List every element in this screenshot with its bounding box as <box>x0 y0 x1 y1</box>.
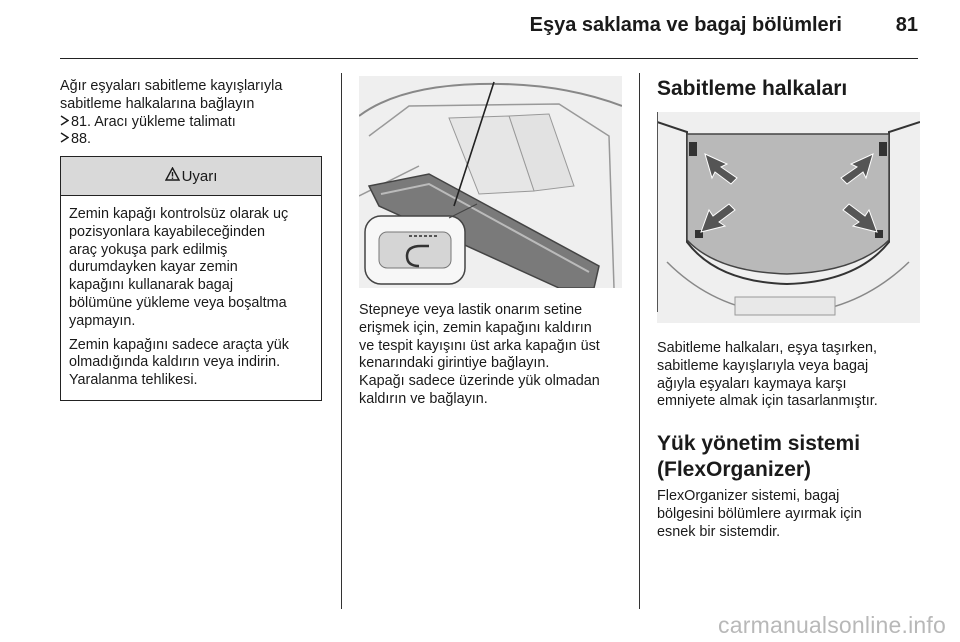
body-line: kenarındaki girintiye bağlayın. <box>359 355 550 372</box>
cross-reference-link[interactable] <box>60 131 330 149</box>
warning-line: bölümüne yükleme veya boşaltma <box>69 294 287 311</box>
warning-line: araç yokuşa park edilmiş <box>69 241 228 258</box>
body-line: sabitleme kayışlarıyla veya bagaj <box>657 357 869 374</box>
warning-title: Uyarı <box>181 167 218 185</box>
trunk-floor-cover-illustration <box>359 76 622 288</box>
trunk-lashing-eyes-drawing <box>657 112 920 323</box>
body-line: bölgesini bölümlere ayırmak için <box>657 505 862 522</box>
column-3-text-1 <box>657 340 927 411</box>
body-line: emniyete almak için tasarlanmıştır. <box>657 393 878 410</box>
body-line: kaldırın ve bağlayın. <box>359 390 488 407</box>
page-header-title: Eşya saklama ve bagaj bölümleri <box>529 14 842 36</box>
warning-body <box>61 196 321 400</box>
warning-line: yapmayın. <box>69 312 136 329</box>
warning-box <box>60 156 322 401</box>
body-line: Stepneye veya lastik onarım setine <box>359 302 583 318</box>
section-heading-flexorganizer <box>657 431 927 483</box>
warning-line: pozisyonlara kayabileceğinden <box>69 223 266 240</box>
warning-header <box>61 157 321 196</box>
trunk-floor-cover-drawing <box>359 76 622 288</box>
warning-paragraph <box>69 206 314 331</box>
site-watermark[interactable]: carmanualsonline.info <box>718 612 946 638</box>
body-line: ağıyla eşyaları kaymaya karşı <box>657 375 847 392</box>
body-line: Kapağı sadece üzerinde yük olmadan <box>359 373 600 390</box>
column-2-text <box>359 302 634 409</box>
warning-line: olmadığında kaldırın veya indirin. <box>69 354 281 371</box>
body-line: ve tespit kayışını üst arka kapağın üst <box>359 337 600 354</box>
heading-line: (FlexOrganizer) <box>657 458 812 481</box>
cross-reference-text: 81. Aracı yükleme talimatı <box>71 113 236 130</box>
warning-paragraph <box>69 337 314 390</box>
intro-line: sabitleme halkalarına bağlayın <box>60 95 255 112</box>
cross-reference-text: 88. <box>71 131 92 148</box>
warning-triangle-icon <box>165 167 180 186</box>
cross-reference-link[interactable] <box>60 114 330 132</box>
intro-line: Ağır eşyaları sabitleme kayışlarıyla <box>60 78 283 94</box>
arrow-reference-icon <box>60 114 71 132</box>
section-heading-lashing-eyes: Sabitleme halkaları <box>657 77 848 100</box>
body-line: Sabitleme halkaları, eşya taşırken, <box>657 340 877 356</box>
warning-line: Yaralanma tehlikesi. <box>69 372 198 389</box>
column-3-text-2 <box>657 488 927 541</box>
body-line: FlexOrganizer sistemi, bagaj <box>657 488 840 504</box>
header-divider <box>60 58 918 59</box>
warning-line: kapağını kullanarak bagaj <box>69 277 234 294</box>
warning-line: Zemin kapağını sadece araçta yük <box>69 336 289 353</box>
warning-line: Zemin kapağı kontrolsüz olarak uç <box>69 206 289 222</box>
body-line: erişmek için, zemin kapağını kaldırın <box>359 319 592 336</box>
column-1-intro <box>60 78 330 149</box>
warning-line: durumdayken kayar zemin <box>69 259 238 276</box>
trunk-lashing-eyes-illustration <box>657 112 920 323</box>
arrow-reference-icon <box>60 131 71 149</box>
heading-line: Yük yönetim sistemi <box>657 432 861 455</box>
body-line: esnek bir sistemdir. <box>657 523 781 540</box>
column-divider-2 <box>639 73 640 609</box>
column-divider-1 <box>341 73 342 609</box>
page-number: 81 <box>895 14 918 36</box>
